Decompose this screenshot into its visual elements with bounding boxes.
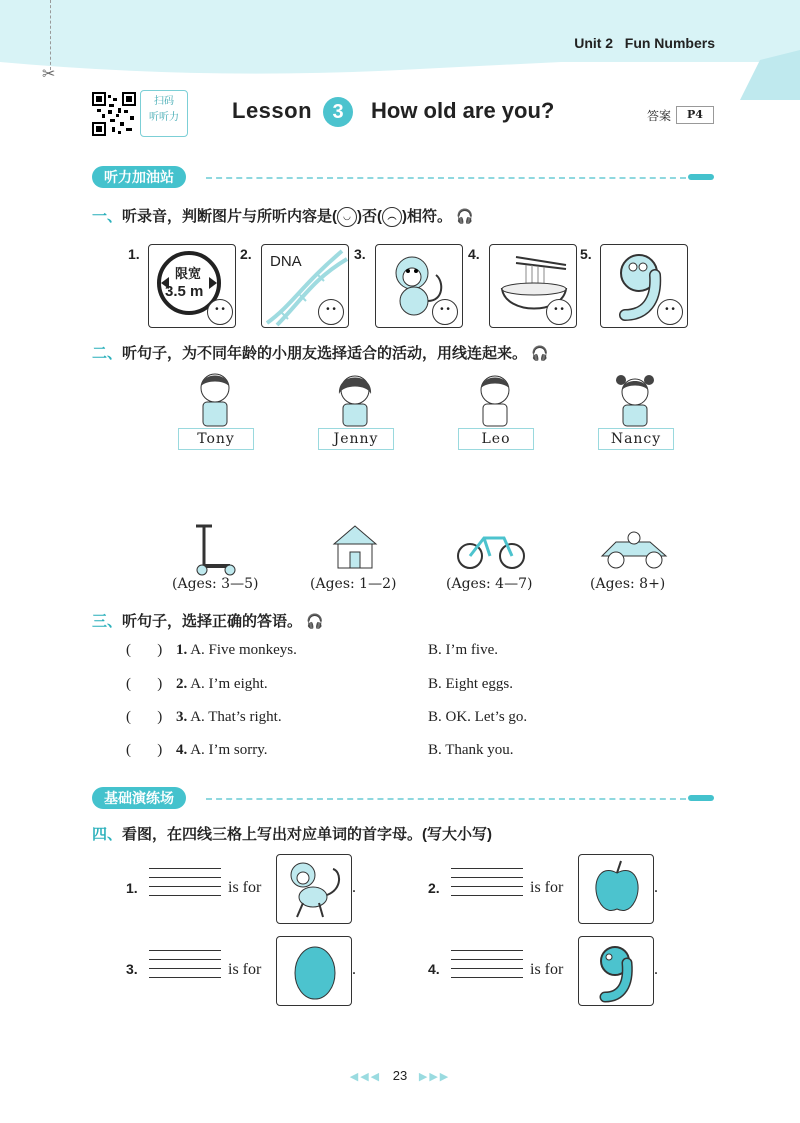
option-row-4 xyxy=(176,742,268,759)
is-for-text: is for xyxy=(228,879,262,896)
lesson-label: Lesson xyxy=(232,98,313,123)
question-number: 四、 xyxy=(92,826,123,843)
question-4-heading xyxy=(92,823,492,844)
is-for-text: is for xyxy=(228,961,262,978)
activity-ages: (Ages: 8+) xyxy=(590,576,666,592)
picture-noodles xyxy=(489,244,577,328)
question-3-heading xyxy=(92,610,324,631)
headphones-icon[interactable]: 🎧 xyxy=(456,208,474,224)
question-number: 一、 xyxy=(92,208,123,225)
headphones-icon[interactable]: 🎧 xyxy=(306,613,324,629)
item-number: 2. xyxy=(428,880,440,896)
question-number: 二、 xyxy=(92,345,123,362)
girl-nancy-icon xyxy=(613,372,657,428)
question-number: 三、 xyxy=(92,613,123,630)
qr-code-icon[interactable] xyxy=(92,92,136,136)
cut-line xyxy=(50,0,51,70)
four-line-grid[interactable] xyxy=(451,950,523,986)
item-number: 1. xyxy=(126,880,138,896)
sign-text: 限宽 xyxy=(175,266,202,281)
girl-jenny-icon xyxy=(333,372,377,428)
question-text: 听句子，为不同年龄的小朋友选择适合的活动，用线连起来。 xyxy=(122,345,528,362)
boy-leo-icon xyxy=(473,372,517,428)
is-for-text: is for xyxy=(530,879,564,896)
answer-face-icon[interactable]: • • xyxy=(207,299,233,325)
option-a: A. I’m eight. xyxy=(190,676,268,692)
answer-bracket[interactable]: ( ) xyxy=(126,676,163,692)
sign-value: 3.5 m xyxy=(165,283,204,300)
question-text: 听录音，判断图片与所听内容是( xyxy=(122,208,338,225)
picture-monkey xyxy=(276,854,352,924)
picture-dna xyxy=(261,244,349,328)
egg-icon xyxy=(291,943,339,1001)
page-number: 23 xyxy=(392,1068,408,1083)
activity-ages: (Ages: 3—5) xyxy=(172,576,259,592)
item-number: 4. xyxy=(428,961,440,977)
sad-face-icon: ︵ xyxy=(382,207,402,227)
question-text: 听句子，选择正确的答语。 xyxy=(122,613,303,630)
go-kart-icon xyxy=(596,526,672,572)
section-tag-listening: 听力加油站 xyxy=(92,166,186,188)
item-number: 3. xyxy=(126,961,138,977)
scissors-icon: ✂ xyxy=(42,66,56,83)
headphones-icon[interactable]: 🎧 xyxy=(531,345,549,361)
answer-label: 答案 xyxy=(647,109,672,123)
activity-ages: (Ages: 1—2) xyxy=(310,576,397,592)
option-a: A. I’m sorry. xyxy=(190,742,268,758)
kid-name-tony: Tony xyxy=(178,428,254,450)
activity-ages: (Ages: 4—7) xyxy=(446,576,533,592)
listen-text: 听听力 xyxy=(149,112,179,123)
option-b: B. Thank you. xyxy=(428,742,514,758)
divider-end-mark xyxy=(688,174,714,180)
bicycle-icon xyxy=(456,526,526,572)
answer-face-icon[interactable]: • • xyxy=(546,299,572,325)
option-row-3 xyxy=(176,709,282,726)
answer-face-icon[interactable]: • • xyxy=(318,299,344,325)
scan-to-listen-label xyxy=(140,90,188,137)
picture-monkey xyxy=(375,244,463,328)
period: . xyxy=(654,961,658,978)
item-number: 2. xyxy=(240,246,252,262)
question-1-heading xyxy=(92,205,474,227)
kid-name-jenny: Jenny xyxy=(318,428,394,450)
option-b: B. OK. Let’s go. xyxy=(428,709,528,725)
kid-name-nancy: Nancy xyxy=(598,428,674,450)
picture-egg xyxy=(276,936,352,1006)
section-divider xyxy=(206,177,686,179)
period: . xyxy=(352,879,356,896)
answer-bracket[interactable]: ( ) xyxy=(126,642,163,658)
lesson-title: How old are you? xyxy=(371,98,555,123)
picture-height-limit xyxy=(148,244,236,328)
option-a: A. Five monkeys. xyxy=(190,642,297,658)
item-number: 4. xyxy=(468,246,480,262)
item-number: 4. xyxy=(176,742,188,758)
question-text-mid: )否( xyxy=(357,208,383,225)
item-number: 2. xyxy=(176,676,188,692)
four-line-grid[interactable] xyxy=(149,950,221,986)
picture-number-nine xyxy=(600,244,688,328)
number-nine-icon xyxy=(593,941,643,1003)
item-number: 1. xyxy=(176,642,188,658)
answer-bracket[interactable]: ( ) xyxy=(126,742,163,758)
answer-face-icon[interactable]: • • xyxy=(432,299,458,325)
scan-text: 扫码 xyxy=(154,96,174,107)
smile-face-icon: ◡ xyxy=(337,207,357,227)
picture-number-nine xyxy=(578,936,654,1006)
monkey-icon xyxy=(283,859,345,919)
item-number: 1. xyxy=(128,246,140,262)
answer-page-ref[interactable]: P4 xyxy=(676,106,714,124)
page-footer xyxy=(0,1068,800,1083)
four-line-grid[interactable] xyxy=(451,868,523,904)
is-for-text: is for xyxy=(530,961,564,978)
right-arrows-icon: ▶▶▶ xyxy=(418,1071,451,1083)
item-number: 5. xyxy=(580,246,592,262)
period: . xyxy=(352,961,356,978)
section-divider xyxy=(206,798,686,800)
question-text: 看图，在四线三格上写出对应单词的首字母。(写大小写) xyxy=(122,826,493,843)
left-arrows-icon: ◀◀◀ xyxy=(349,1071,382,1083)
option-b: B. Eight eggs. xyxy=(428,676,513,692)
item-number: 3. xyxy=(354,246,366,262)
section-tag-basic: 基础演练场 xyxy=(92,787,186,809)
answer-bracket[interactable]: ( ) xyxy=(126,709,163,725)
question-text-end: )相符。 xyxy=(402,208,453,225)
lesson-number-badge: 3 xyxy=(323,97,353,127)
period: . xyxy=(654,879,658,896)
building-blocks-icon xyxy=(330,524,380,572)
dna-label: DNA xyxy=(270,253,302,270)
scooter-icon xyxy=(190,522,240,576)
unit-title: Unit 2 Fun Numbers xyxy=(574,35,715,51)
divider-end-mark xyxy=(688,795,714,801)
apple-icon xyxy=(589,859,645,919)
option-a: A. That’s right. xyxy=(190,709,282,725)
boy-tony-icon xyxy=(193,372,237,428)
option-row-2 xyxy=(176,676,268,693)
kid-name-leo: Leo xyxy=(458,428,534,450)
option-b: B. I’m five. xyxy=(428,642,498,658)
option-row-1 xyxy=(176,642,297,659)
item-number: 3. xyxy=(176,709,188,725)
picture-apple xyxy=(578,854,654,924)
four-line-grid[interactable] xyxy=(149,868,221,904)
answer-face-icon[interactable]: • • xyxy=(657,299,683,325)
question-2-heading xyxy=(92,342,549,363)
